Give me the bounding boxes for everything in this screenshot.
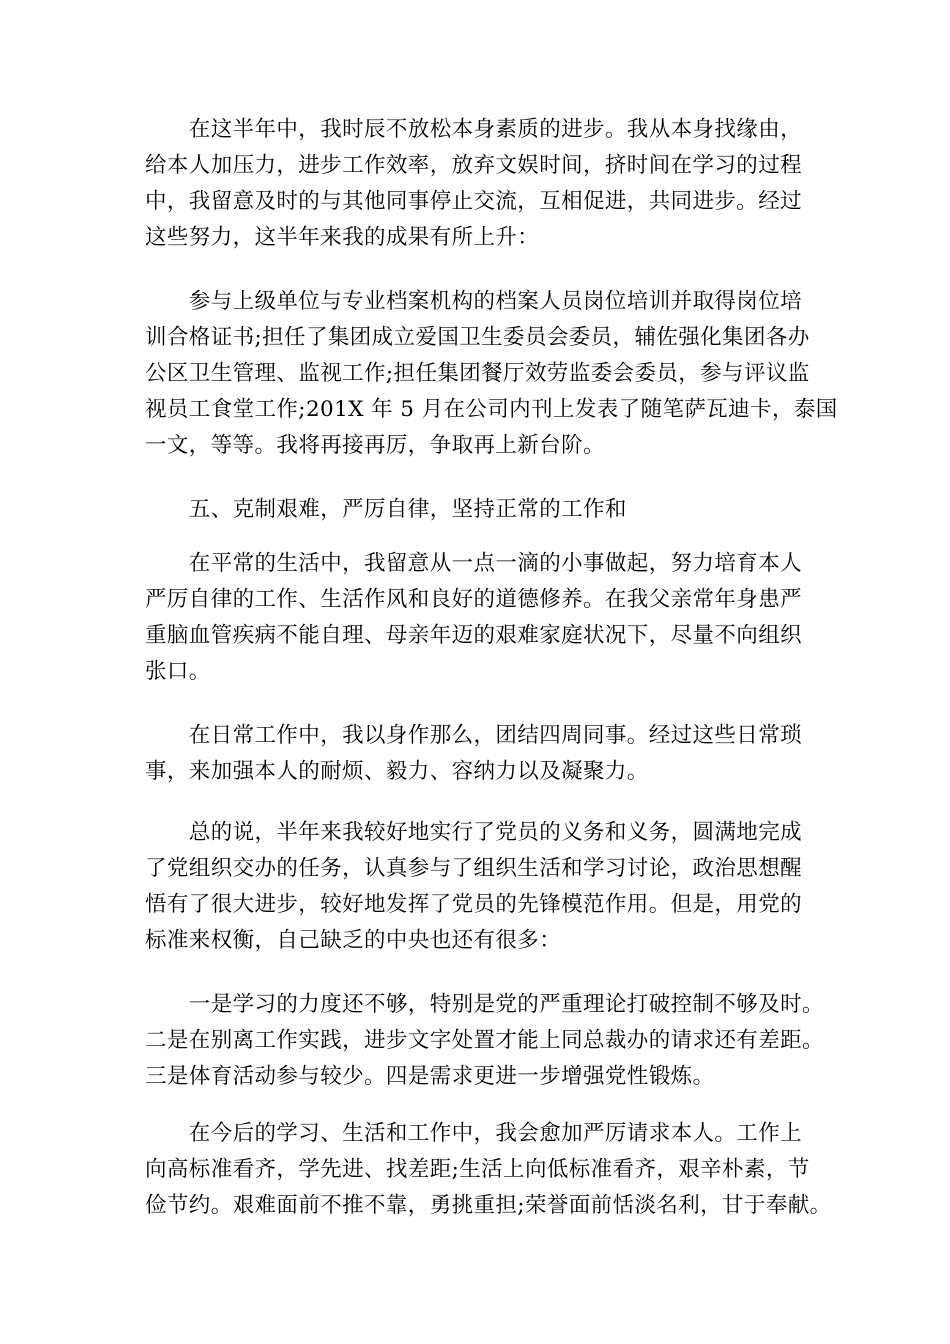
section-heading-five — [145, 492, 825, 528]
text-line: 向高标准看齐，学先进、找差距;生活上向低标准看齐，艰辛朴素，节 — [145, 1157, 810, 1182]
paragraph-shortcomings — [145, 987, 825, 1095]
text-line: 二是在别离工作实践，进步文字处置才能上同总裁办的请求还有差距。 — [145, 1028, 824, 1053]
heading-line: 五、克制艰难，严厉自律，坚持正常的工作和 — [145, 497, 627, 522]
paragraph-achievements — [145, 284, 838, 464]
text-line: 一是学习的力度还不够，特别是党的严重理论打破控制不够及时。 — [145, 992, 824, 1017]
text-line: 标准来权衡，自己缺乏的中央也还有很多： — [145, 928, 562, 953]
text-line: 训合格证书;担任了集团成立爱国卫生委员会委员，辅佐强化集团各办 — [145, 325, 810, 350]
paragraph-summary — [145, 815, 825, 959]
text-line: 三是体育活动参与较少。四是需求更进一步增强党性锻炼。 — [145, 1064, 715, 1089]
text-line: 严厉自律的工作、生活作风和良好的道德修养。在我父亲常年身患严 — [145, 587, 803, 612]
text-line: 视员工食堂工作;201X 年 5 月在公司内刊上发表了随笔萨瓦迪卡，泰国 — [145, 397, 838, 422]
text-line: 公区卫生管理、监视工作;担任集团餐厅效劳监委会委员，参与评议监 — [145, 361, 810, 386]
text-line: 在日常工作中，我以身作那么，团结四周同事。经过这些日常琐 — [145, 723, 803, 748]
paragraph-self-improvement — [145, 112, 825, 256]
text-line: 这些努力，这半年来我的成果有所上升： — [145, 225, 540, 250]
text-line: 在平常的生活中，我留意从一点一滴的小事做起，努力培育本人 — [145, 551, 803, 576]
paragraph-daily-work — [145, 718, 825, 790]
text-line: 俭节约。艰难面前不推不靠，勇挑重担;荣誉面前恬淡名利，甘于奉献。 — [145, 1193, 832, 1218]
text-line: 在今后的学习、生活和工作中，我会愈加严厉请求本人。工作上 — [145, 1121, 803, 1146]
text-line: 重脑血管疾病不能自理、母亲年迈的艰难家庭状况下，尽量不向组织 — [145, 623, 803, 648]
text-line: 张口。 — [145, 659, 211, 684]
paragraph-future-plans — [145, 1116, 832, 1224]
text-line: 中，我留意及时的与其他同事停止交流，互相促进，共同进步。经过 — [145, 189, 803, 214]
text-line: 在这半年中，我时辰不放松本身素质的进步。我从本身找缘由， — [145, 117, 803, 142]
text-line: 了党组织交办的任务，认真参与了组织生活和学习讨论，政治思想醒 — [145, 856, 803, 881]
text-line: 总的说，半年来我较好地实行了党员的义务和义务，圆满地完成 — [145, 820, 803, 845]
text-line: 给本人加压力，进步工作效率，放弃文娱时间，挤时间在学习的过程 — [145, 153, 803, 178]
text-line: 参与上级单位与专业档案机构的档案人员岗位培训并取得岗位培 — [145, 289, 803, 314]
text-line: 一文，等等。我将再接再厉，争取再上新台阶。 — [145, 433, 605, 458]
paragraph-daily-life — [145, 546, 825, 690]
text-line: 悟有了很大进步，较好地发挥了党员的先锋模范作用。但是，用党的 — [145, 892, 803, 917]
text-line: 事，来加强本人的耐烦、毅力、容纳力以及凝聚力。 — [145, 759, 649, 784]
